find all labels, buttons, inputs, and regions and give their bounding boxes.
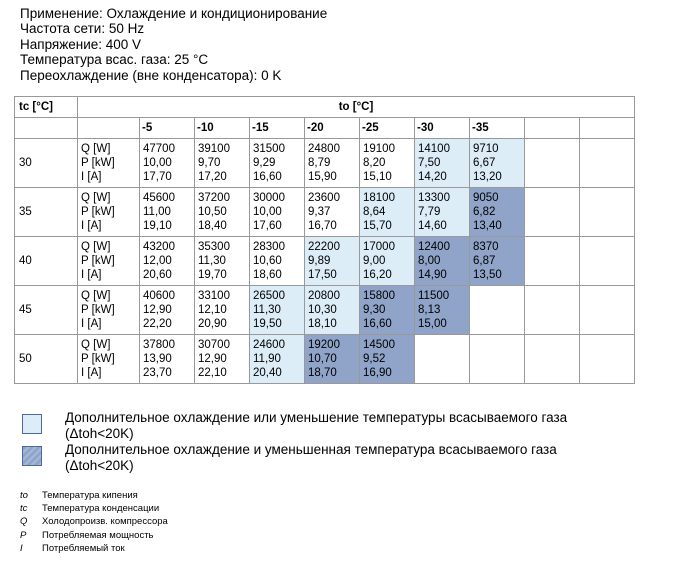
value-cell <box>415 188 470 237</box>
value-cell <box>195 286 250 335</box>
p-value: 12,90 <box>143 304 172 316</box>
q-value: 33100 <box>198 290 230 302</box>
empty-cell <box>525 335 580 384</box>
i-value: 22,20 <box>143 318 172 330</box>
value-cell <box>305 237 360 286</box>
header-row-1 <box>15 97 635 118</box>
i-value: 15,70 <box>363 220 392 232</box>
table-row <box>15 188 635 237</box>
row-label: Q [W] <box>81 241 111 253</box>
empty-cell <box>415 335 470 384</box>
row-labels-cell <box>78 188 140 237</box>
suction-temp-line: Температура всас. газа: 25 °C <box>20 52 209 68</box>
value-cell <box>360 188 415 237</box>
empty-cell <box>580 286 635 335</box>
p-value: 9,37 <box>308 206 331 218</box>
q-value: 43200 <box>143 241 175 253</box>
q-value: 26500 <box>253 290 285 302</box>
value-cell <box>415 237 470 286</box>
q-value: 11500 <box>418 290 450 302</box>
to-value-cell: -10 <box>195 118 250 139</box>
value-cell <box>360 335 415 384</box>
row-label: I [A] <box>81 171 102 183</box>
to-value-cell: -35 <box>470 118 525 139</box>
to-value-cell: -30 <box>415 118 470 139</box>
p-value: 9,00 <box>363 255 386 267</box>
value-cell <box>360 237 415 286</box>
empty-cell <box>580 237 635 286</box>
value-cell <box>250 188 305 237</box>
q-value: 45600 <box>143 192 175 204</box>
q-value: 23600 <box>308 192 340 204</box>
value-cell <box>195 188 250 237</box>
row-label: I [A] <box>81 367 102 379</box>
subcooling-line: Переохлаждение (вне конденсатора): 0 K <box>20 67 282 83</box>
q-value: 30700 <box>198 339 230 351</box>
p-value: 10,60 <box>253 255 282 267</box>
i-value: 13,40 <box>473 220 502 232</box>
p-value: 7,79 <box>418 206 441 218</box>
to-header: to [°C] <box>78 97 635 118</box>
legend-light-note: (Δtoh<20K) <box>65 426 134 441</box>
row-label: P [kW] <box>81 206 115 218</box>
q-value: 15800 <box>363 290 395 302</box>
abbreviation-key: to <box>20 490 28 501</box>
p-value: 12,90 <box>198 353 227 365</box>
value-cell <box>415 139 470 188</box>
label-header-cell <box>78 118 140 139</box>
i-value: 14,20 <box>418 171 447 183</box>
p-value: 9,29 <box>253 157 276 169</box>
empty-cell <box>525 237 580 286</box>
p-value: 8,79 <box>308 157 331 169</box>
p-value: 10,70 <box>308 353 337 365</box>
legend-dark-note: (Δtoh<20K) <box>65 458 134 473</box>
i-value: 16,20 <box>363 269 392 281</box>
i-value: 14,60 <box>418 220 447 232</box>
q-value: 37800 <box>143 339 175 351</box>
i-value: 13,50 <box>473 269 502 281</box>
i-value: 18,40 <box>198 220 227 232</box>
row-label: Q [W] <box>81 143 111 155</box>
tc-value-cell: 45 <box>15 286 78 335</box>
i-value: 17,50 <box>308 269 337 281</box>
frequency-line: Частота сети: 50 Hz <box>20 21 145 37</box>
i-value: 19,70 <box>198 269 227 281</box>
value-cell <box>415 286 470 335</box>
q-value: 14100 <box>418 143 450 155</box>
to-value-cell: -20 <box>305 118 360 139</box>
p-value: 13,90 <box>143 353 172 365</box>
row-label: Q [W] <box>81 339 111 351</box>
i-value: 14,90 <box>418 269 447 281</box>
conditions-header <box>20 6 327 83</box>
q-value: 19100 <box>363 143 395 155</box>
empty-cell <box>525 139 580 188</box>
q-value: 12400 <box>418 241 450 253</box>
p-value: 10,00 <box>253 206 282 218</box>
table-row <box>15 237 635 286</box>
row-labels-cell <box>78 335 140 384</box>
value-cell <box>360 286 415 335</box>
abbreviation-desc: Холодопроизв. компрессора <box>42 516 168 528</box>
i-value: 19,10 <box>143 220 172 232</box>
value-cell <box>250 286 305 335</box>
abbreviation-desc: Температура конденсации <box>42 503 160 515</box>
p-value: 12,00 <box>143 255 172 267</box>
dark-swatch <box>22 446 42 466</box>
row-label: Q [W] <box>81 192 111 204</box>
p-value: 8,00 <box>418 255 441 267</box>
p-value: 11,00 <box>143 206 171 218</box>
value-cell <box>470 139 525 188</box>
tc-value-cell: 50 <box>15 335 78 384</box>
table-row <box>15 139 635 188</box>
q-value: 24600 <box>253 339 285 351</box>
empty-cell <box>580 139 635 188</box>
i-value: 22,10 <box>198 367 227 379</box>
tc-value-cell: 30 <box>15 139 78 188</box>
i-value: 18,70 <box>308 367 337 379</box>
tc-value-cell: 35 <box>15 188 78 237</box>
q-value: 9050 <box>473 192 499 204</box>
row-label: P [kW] <box>81 255 115 267</box>
i-value: 16,70 <box>308 220 337 232</box>
i-value: 17,20 <box>198 171 227 183</box>
i-value: 19,50 <box>253 318 282 330</box>
legend-dark-text: Дополнительное охлаждение и уменьшенная температура всасываемого газа <box>65 442 557 457</box>
empty-header-cell <box>580 118 635 139</box>
p-value: 9,30 <box>363 304 386 316</box>
tc-header: tc [°C] <box>15 97 78 118</box>
p-value: 11,30 <box>198 255 226 267</box>
i-value: 15,90 <box>308 171 337 183</box>
i-value: 20,40 <box>253 367 282 379</box>
row-label: P [kW] <box>81 157 115 169</box>
application-line: Применение: Охлаждение и кондиционирование <box>20 6 328 21</box>
value-cell <box>140 237 195 286</box>
p-value: 9,89 <box>308 255 331 267</box>
row-label: I [A] <box>81 269 102 281</box>
q-value: 24800 <box>308 143 340 155</box>
p-value: 6,82 <box>473 206 496 218</box>
value-cell <box>470 188 525 237</box>
i-value: 17,70 <box>143 171 172 183</box>
i-value: 16,90 <box>363 367 392 379</box>
value-cell <box>195 139 250 188</box>
q-value: 30000 <box>253 192 285 204</box>
q-value: 9710 <box>473 143 499 155</box>
corner-cell <box>15 118 78 139</box>
q-value: 19200 <box>308 339 340 351</box>
i-value: 13,20 <box>473 171 502 183</box>
voltage-line: Напряжение: 400 V <box>20 36 142 52</box>
q-value: 47700 <box>143 143 175 155</box>
value-cell <box>305 139 360 188</box>
empty-cell <box>580 335 635 384</box>
i-value: 17,60 <box>253 220 282 232</box>
q-value: 20800 <box>308 290 340 302</box>
p-value: 10,00 <box>143 157 172 169</box>
q-value: 13300 <box>418 192 450 204</box>
q-value: 28300 <box>253 241 285 253</box>
value-cell <box>360 139 415 188</box>
row-label: I [A] <box>81 220 102 232</box>
p-value: 6,87 <box>473 255 496 267</box>
i-value: 16,60 <box>363 318 392 330</box>
empty-cell <box>580 188 635 237</box>
legend-light-text: Дополнительное охлаждение или уменьшение температуры всасываемого газа <box>65 410 568 425</box>
row-labels-cell <box>78 237 140 286</box>
empty-cell <box>470 335 525 384</box>
i-value: 15,10 <box>363 171 392 183</box>
value-cell <box>470 237 525 286</box>
tc-value-cell: 40 <box>15 237 78 286</box>
value-cell <box>140 335 195 384</box>
empty-cell <box>470 286 525 335</box>
q-value: 31500 <box>253 143 285 155</box>
q-value: 39100 <box>198 143 230 155</box>
row-label: I [A] <box>81 318 102 330</box>
value-cell <box>250 335 305 384</box>
p-value: 7,50 <box>418 157 441 169</box>
q-value: 35300 <box>198 241 230 253</box>
value-cell <box>305 188 360 237</box>
p-value: 9,52 <box>363 353 386 365</box>
i-value: 23,70 <box>143 367 172 379</box>
abbreviation-key: P <box>20 529 27 541</box>
p-value: 11,30 <box>253 304 281 316</box>
p-value: 10,50 <box>198 206 227 218</box>
value-cell <box>305 286 360 335</box>
i-value: 18,60 <box>253 269 282 281</box>
i-value: 20,90 <box>198 318 227 330</box>
i-value: 18,10 <box>308 318 337 330</box>
value-cell <box>195 335 250 384</box>
p-value: 6,67 <box>473 157 496 169</box>
p-value: 12,10 <box>198 304 227 316</box>
table-row <box>15 286 635 335</box>
empty-cell <box>525 286 580 335</box>
q-value: 18100 <box>363 192 395 204</box>
abbreviation-key: tc <box>20 503 28 515</box>
p-value: 10,30 <box>308 304 337 316</box>
header-row-2 <box>15 118 635 139</box>
abbreviation-key: I <box>20 542 23 554</box>
performance-table <box>14 96 635 384</box>
q-value: 14500 <box>363 339 395 351</box>
to-value-cell: -25 <box>360 118 415 139</box>
row-label: P [kW] <box>81 353 115 365</box>
row-labels-cell <box>78 286 140 335</box>
value-cell <box>195 237 250 286</box>
value-cell <box>250 139 305 188</box>
q-value: 40600 <box>143 290 175 302</box>
value-cell <box>140 286 195 335</box>
abbreviation-key: Q <box>20 516 28 528</box>
i-value: 15,00 <box>418 318 447 330</box>
row-labels-cell <box>78 139 140 188</box>
p-value: 11,90 <box>253 353 281 365</box>
light-swatch <box>22 414 42 434</box>
q-value: 37200 <box>198 192 230 204</box>
to-value-cell: -5 <box>140 118 195 139</box>
q-value: 8370 <box>473 241 499 253</box>
abbreviation-desc: Потребляемая мощность <box>42 529 154 541</box>
i-value: 20,60 <box>143 269 172 281</box>
p-value: 8,64 <box>363 206 386 218</box>
to-value-cell: -15 <box>250 118 305 139</box>
table-row <box>15 335 635 384</box>
value-cell <box>250 237 305 286</box>
p-value: 9,70 <box>198 157 221 169</box>
empty-header-cell <box>525 118 580 139</box>
empty-cell <box>525 188 580 237</box>
q-value: 17000 <box>363 241 395 253</box>
row-label: Q [W] <box>81 290 111 302</box>
abbreviation-desc: Потребляемый ток <box>42 542 125 554</box>
p-value: 8,20 <box>363 157 386 169</box>
value-cell <box>140 188 195 237</box>
i-value: 16,60 <box>253 171 282 183</box>
value-cell <box>305 335 360 384</box>
abbreviation-desc: Температура кипения <box>42 490 138 501</box>
row-label: P [kW] <box>81 304 115 316</box>
p-value: 8,13 <box>418 304 441 316</box>
q-value: 22200 <box>308 241 340 253</box>
value-cell <box>140 139 195 188</box>
